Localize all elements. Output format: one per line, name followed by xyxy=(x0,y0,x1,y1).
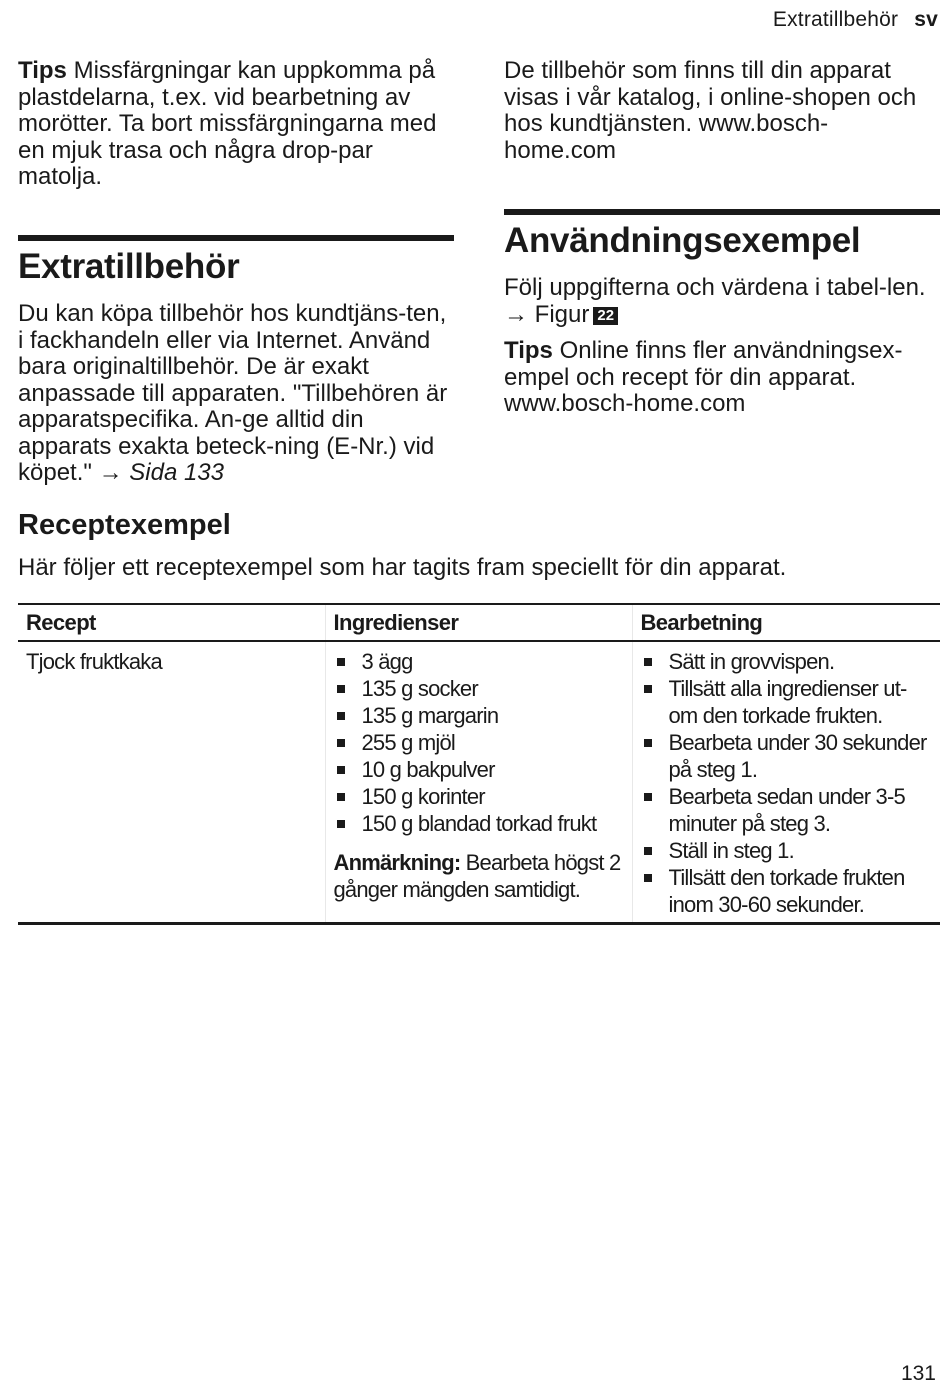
accessories-paragraph xyxy=(18,301,454,487)
processing-cell xyxy=(632,641,940,924)
recipe-table-wrapper xyxy=(18,603,940,925)
column-header-recipe: Recept xyxy=(18,604,325,641)
arrow-icon: → xyxy=(98,459,123,486)
list-item: Bearbeta sedan under 3-5 minuter på steg 3. xyxy=(641,783,933,837)
tips-text: Missfärgningar kan uppkomma på plastdelarna, t.ex. vid bearbetning av morötter. Ta bort missfärgningarna med en mjuk trasa och några drop-par matolja. xyxy=(18,57,437,190)
tips-text: Online finns fler användningsex-empel och recept för din apparat. www.bosch-home.com xyxy=(504,337,903,417)
left-column xyxy=(18,58,454,487)
running-header xyxy=(773,8,938,32)
table-header-row xyxy=(18,604,940,641)
header-section-title: Extratillbehör xyxy=(772,8,899,31)
recipe-table xyxy=(18,603,940,925)
tips-paragraph-online xyxy=(504,338,940,418)
processing-steps-list xyxy=(641,648,933,918)
tips-label: Tips xyxy=(504,337,553,364)
heading-extratillbehor: Extratillbehör xyxy=(18,247,240,286)
list-item: 3 ägg xyxy=(334,648,624,675)
recipe-intro: Här följer ett receptexempel som har tagits fram speciellt för din apparat. xyxy=(18,554,787,581)
figure-number-badge: 22 xyxy=(593,307,618,325)
list-item: 150 g korinter xyxy=(334,783,624,810)
accessories-text: Du kan köpa tillbehör hos kundtjäns-ten, i fackhandeln eller via Internet. Använd bara originaltillbehör. De är exakt anpassade till apparaten. "Tillbehören är apparatspecifika. An-ge alltid din apparats exakta beteck-ning (E-Nr.) vid köpet." xyxy=(18,300,448,486)
ingredients-list xyxy=(334,648,624,837)
list-item: Tillsätt alla ingredienser ut-om den torkade frukten. xyxy=(641,675,933,729)
page-number: 131 xyxy=(900,1362,936,1385)
tips-paragraph-discoloration xyxy=(18,58,454,220)
list-item: Sätt in grovvispen. xyxy=(641,648,933,675)
catalog-paragraph: De tillbehör som finns till din apparat visas i vår katalog, i online-shopen och hos kundtjänsten. www.bosch-home.com xyxy=(504,57,917,164)
note-text: Bearbeta högst 2 gånger mängden samtidigt. xyxy=(333,850,621,902)
list-item: Tillsätt den torkade frukten inom 30-60 sekunder. xyxy=(641,864,933,918)
right-column xyxy=(504,58,940,418)
list-item: 135 g margarin xyxy=(334,702,624,729)
column-header-ingredients: Ingredienser xyxy=(325,604,632,641)
tips-label: Tips xyxy=(18,57,67,84)
ingredients-cell xyxy=(325,641,632,924)
figure-reference xyxy=(504,302,940,329)
heading-anvandningsexempel: Användningsexempel xyxy=(504,221,861,260)
recipe-name-cell: Tjock fruktkaka xyxy=(18,641,325,924)
arrow-icon: → xyxy=(504,300,528,328)
list-item: 255 g mjöl xyxy=(334,729,624,756)
heading-receptexempel: Receptexempel xyxy=(18,509,231,541)
note-label: Anmärkning: xyxy=(333,850,461,875)
list-item: 135 g socker xyxy=(334,675,624,702)
column-header-processing: Bearbetning xyxy=(632,604,940,641)
list-item: Ställ in steg 1. xyxy=(641,837,933,864)
figure-label[interactable]: Figur xyxy=(534,300,590,328)
table-row xyxy=(18,641,940,924)
usage-paragraph: Följ uppgifterna och värdena i tabel-len. xyxy=(504,274,926,301)
list-item: Bearbeta under 30 sekunder på steg 1. xyxy=(641,729,933,783)
list-item: 150 g blandad torkad frukt xyxy=(334,810,624,837)
recipe-section xyxy=(18,508,940,582)
ingredients-note xyxy=(334,849,624,903)
section-rule xyxy=(18,235,454,241)
header-language-code: sv xyxy=(914,8,938,31)
section-rule xyxy=(504,209,940,215)
list-item: 10 g bakpulver xyxy=(334,756,624,783)
page-reference-link[interactable]: Sida 133 xyxy=(129,459,224,486)
